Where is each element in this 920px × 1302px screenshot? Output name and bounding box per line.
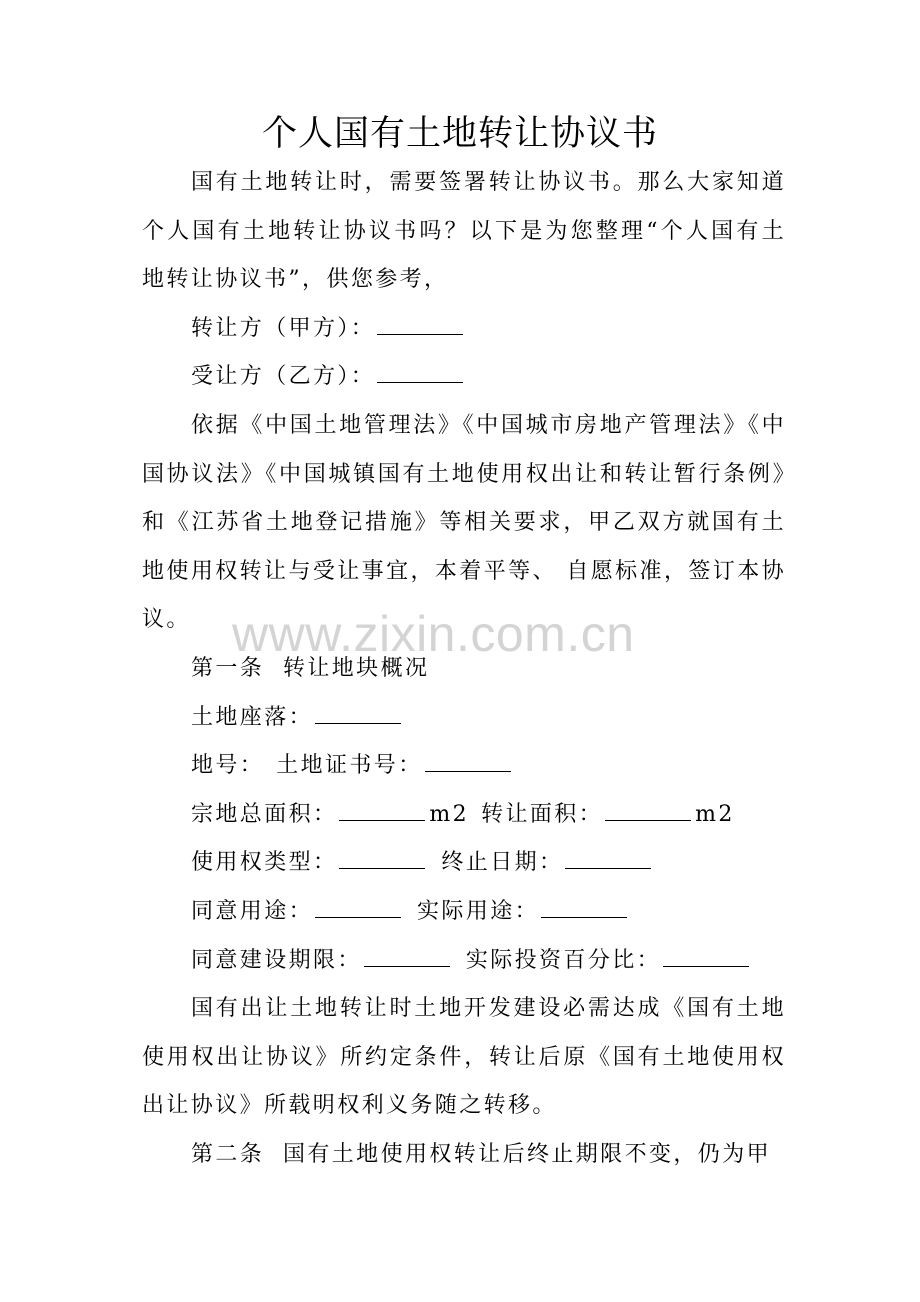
party-b-line: [142, 353, 786, 402]
transfer-area-label: 转让面积：: [481, 801, 604, 827]
party-a-blank[interactable]: [377, 333, 463, 335]
approved-period-blank[interactable]: [364, 965, 450, 967]
actual-use-blank[interactable]: [541, 916, 627, 918]
transfer-area-unit: m2: [695, 801, 735, 827]
area-line: [142, 791, 786, 840]
document-body: [142, 159, 786, 1179]
end-date-blank[interactable]: [565, 867, 651, 869]
lot-number-label: 地号：: [191, 753, 265, 779]
end-date-label: 终止日期：: [441, 850, 564, 876]
approved-period-label: 同意建设期限：: [191, 947, 362, 973]
party-a-label: 转让方（甲方）：: [191, 315, 376, 341]
total-area-label: 宗地总面积：: [191, 801, 338, 827]
article1-heading: 第一条 转让地块概况: [191, 655, 430, 681]
right-type-blank[interactable]: [339, 867, 425, 869]
approved-use-blank[interactable]: [315, 916, 401, 918]
right-type-label: 使用权类型：: [191, 850, 338, 876]
lot-number-line: [142, 742, 786, 791]
certificate-blank[interactable]: [425, 770, 511, 772]
approved-use-label: 同意用途：: [191, 898, 314, 924]
total-area-blank[interactable]: [339, 819, 425, 821]
certificate-label: 土地证书号：: [276, 753, 423, 779]
article2-paragraph: 第二条 国有土地使用权转让后终止期限不变，仍为甲: [191, 1141, 771, 1167]
party-b-label: 受让方（乙方）：: [191, 364, 376, 390]
period-line: [142, 937, 786, 986]
actual-use-label: 实际用途：: [417, 898, 540, 924]
investment-ratio-label: 实际投资百分比：: [465, 947, 662, 973]
party-a-line: [142, 305, 786, 354]
document-title: 个人国有土地转让协议书: [261, 114, 658, 154]
transfer-area-blank[interactable]: [605, 819, 691, 821]
use-line: [142, 888, 786, 937]
intro-paragraph: 国有土地转让时，需要签署转让协议书。那么大家知道个人国有土地转让协议书吗？以下是为您整理“个人国有土地转让协议书”，供您参考，: [142, 170, 786, 293]
right-type-line: [142, 839, 786, 888]
conditions-paragraph: 国有出让土地转让时土地开发建设必需达成《国有土地使用权出让协议》所约定条件，转让后原《国有土地使用权出让协议》所载明权利义务随之转移。: [142, 996, 786, 1119]
location-line: [142, 694, 786, 743]
legal-basis-paragraph: 依据《中国土地管理法》《中国城市房地产管理法》《中国协议法》《中国城镇国有土地使用权出让和转让暂行条例》和《江苏省土地登记措施》等相关要求，甲乙双方就国有土地使用权转让与受让事宜，本着平等、 自愿标准，签订本协议。: [142, 412, 786, 633]
location-label: 土地座落：: [191, 704, 314, 730]
watermark: www.zixin.com.cn: [232, 606, 635, 662]
investment-ratio-blank[interactable]: [663, 965, 749, 967]
total-area-unit: m2: [429, 801, 470, 827]
party-b-blank[interactable]: [377, 381, 463, 383]
location-blank[interactable]: [315, 722, 401, 724]
